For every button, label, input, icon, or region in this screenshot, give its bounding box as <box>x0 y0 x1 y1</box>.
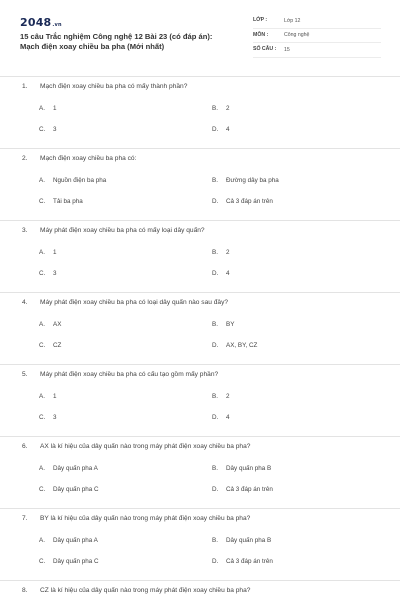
question-item <box>0 508 400 580</box>
option-text: Dây quấn pha B <box>226 465 272 472</box>
option-text: Cả 3 đáp án trên <box>226 198 273 205</box>
document-meta <box>253 14 381 58</box>
question-number: 6. <box>22 443 28 450</box>
option-letter: A. <box>39 321 45 328</box>
question-label: Máy phát điện xoay chiều ba pha có loại dây quấn nào sau đây? <box>40 299 229 306</box>
option-a[interactable] <box>39 321 61 328</box>
question-text <box>22 227 205 234</box>
question-text <box>22 371 218 378</box>
option-text: Dây quấn pha A <box>53 537 98 544</box>
question-text <box>22 155 136 162</box>
option-c[interactable] <box>39 414 57 421</box>
meta-label: SỐ CÂU : <box>253 46 277 52</box>
option-text: CZ <box>53 342 62 349</box>
option-b[interactable] <box>212 465 271 472</box>
question-text <box>22 515 250 522</box>
option-a[interactable] <box>39 537 98 544</box>
option-letter: D. <box>212 198 219 205</box>
option-letter: A. <box>39 537 45 544</box>
option-text: Dây quấn pha C <box>53 558 99 565</box>
option-text: 4 <box>226 126 230 133</box>
option-d[interactable] <box>212 270 230 277</box>
option-b[interactable] <box>212 393 230 400</box>
option-d[interactable] <box>212 486 273 493</box>
option-letter: A. <box>39 105 45 112</box>
option-c[interactable] <box>39 558 99 565</box>
option-a[interactable] <box>39 249 57 256</box>
question-text <box>22 83 187 90</box>
option-c[interactable] <box>39 486 99 493</box>
option-letter: C. <box>39 126 46 133</box>
meta-row-subject <box>253 29 381 44</box>
option-text: Đường dây ba pha <box>226 177 279 184</box>
option-text: Nguồn điện ba pha <box>53 177 107 184</box>
option-letter: A. <box>39 465 45 472</box>
question-label: AX là kí hiệu của dây quấn nào trong máy phát điện xoay chiều ba pha? <box>40 443 251 450</box>
option-letter: B. <box>212 465 218 472</box>
option-b[interactable] <box>212 177 279 184</box>
option-letter: D. <box>212 414 219 421</box>
option-letter: D. <box>212 558 219 565</box>
question-item <box>0 292 400 364</box>
option-d[interactable] <box>212 558 273 565</box>
option-letter: B. <box>212 105 218 112</box>
site-logo[interactable] <box>20 16 62 29</box>
option-letter: B. <box>212 537 218 544</box>
option-letter: D. <box>212 270 219 277</box>
option-letter: B. <box>212 177 218 184</box>
option-letter: C. <box>39 486 46 493</box>
meta-value: Lớp 12 <box>284 17 301 24</box>
option-text: 4 <box>226 270 230 277</box>
option-d[interactable] <box>212 414 230 421</box>
option-text: 1 <box>53 393 57 400</box>
document-title <box>20 32 235 52</box>
option-letter: B. <box>212 321 218 328</box>
option-d[interactable] <box>212 198 273 205</box>
question-text <box>22 587 250 594</box>
option-text: 2 <box>226 393 230 400</box>
option-text: 2 <box>226 249 230 256</box>
option-text: 4 <box>226 414 230 421</box>
logo-domain: .vn <box>52 22 62 28</box>
option-b[interactable] <box>212 249 230 256</box>
question-text <box>22 299 228 306</box>
option-letter: C. <box>39 558 46 565</box>
question-item <box>0 148 400 220</box>
question-label: Mạch điện xoay chiều ba pha có mấy thành phần? <box>40 83 188 90</box>
option-c[interactable] <box>39 198 83 205</box>
question-item <box>0 364 400 436</box>
meta-row-count <box>253 43 381 58</box>
question-item <box>0 436 400 508</box>
question-number: 3. <box>22 227 28 234</box>
option-letter: D. <box>212 486 219 493</box>
question-text <box>22 443 250 450</box>
question-label: Máy phát điện xoay chiều ba pha có mấy loại dây quấn? <box>40 227 205 234</box>
logo-text: 2048 <box>20 16 52 29</box>
option-text: Cả 3 đáp án trên <box>226 558 273 565</box>
question-number: 4. <box>22 299 28 306</box>
option-text: 2 <box>226 105 230 112</box>
option-a[interactable] <box>39 393 57 400</box>
option-c[interactable] <box>39 270 57 277</box>
option-letter: A. <box>39 393 45 400</box>
option-letter: C. <box>39 342 46 349</box>
option-letter: D. <box>212 342 219 349</box>
option-b[interactable] <box>212 321 234 328</box>
option-text: Dây quấn pha B <box>226 537 272 544</box>
option-d[interactable] <box>212 342 257 349</box>
question-list <box>0 76 400 600</box>
question-number: 7. <box>22 515 28 522</box>
option-letter: D. <box>212 126 219 133</box>
question-label: CZ là kí hiệu của dây quấn nào trong máy phát điện xoay chiều ba pha? <box>40 587 251 594</box>
option-letter: A. <box>39 177 45 184</box>
option-text: 1 <box>53 249 57 256</box>
option-a[interactable] <box>39 105 57 112</box>
option-letter: C. <box>39 198 46 205</box>
meta-row-grade <box>253 14 381 29</box>
meta-value: 15 <box>284 46 290 53</box>
option-text: BY <box>226 321 235 328</box>
option-letter: C. <box>39 414 46 421</box>
question-number: 5. <box>22 371 28 378</box>
meta-value: Công nghệ <box>284 32 310 38</box>
option-c[interactable] <box>39 342 61 349</box>
option-text: Dây quấn pha A <box>53 465 98 472</box>
question-number: 8. <box>22 587 28 594</box>
meta-label: LỚP : <box>253 17 268 23</box>
option-text: AX <box>53 321 62 328</box>
question-item <box>0 220 400 292</box>
option-a[interactable] <box>39 465 98 472</box>
option-text: Cả 3 đáp án trên <box>226 486 273 493</box>
title-line-2: Mạch điện xoay chiều ba pha (Mới nhất) <box>20 42 165 51</box>
question-label: BY là kí hiệu của dây quấn nào trong máy phát điện xoay chiều ba pha? <box>40 515 251 522</box>
meta-label: MÔN : <box>253 31 269 38</box>
option-c[interactable] <box>39 126 57 133</box>
option-text: 3 <box>53 126 57 133</box>
option-text: 3 <box>53 270 57 277</box>
option-letter: A. <box>39 249 45 256</box>
question-number: 2. <box>22 155 28 162</box>
title-line-1: 15 câu Trắc nghiệm Công nghệ 12 Bài 23 (có đáp án): <box>20 32 213 41</box>
option-a[interactable] <box>39 177 106 184</box>
question-item <box>0 76 400 148</box>
option-letter: C. <box>39 270 46 277</box>
question-number: 1. <box>22 83 28 90</box>
option-b[interactable] <box>212 105 230 112</box>
option-text: Tải ba pha <box>53 198 83 205</box>
option-letter: B. <box>212 249 218 256</box>
document-header <box>0 0 400 78</box>
option-text: AX, BY, CZ <box>226 342 258 349</box>
question-label: Máy phát điện xoay chiều ba pha có cấu tạo gồm mấy phần? <box>40 371 219 378</box>
option-d[interactable] <box>212 126 230 133</box>
question-label: Mạch điện xoay chiều ba pha có: <box>40 155 137 162</box>
option-text: 1 <box>53 105 57 112</box>
option-letter: B. <box>212 393 218 400</box>
option-b[interactable] <box>212 537 271 544</box>
question-item <box>0 580 400 600</box>
option-text: 3 <box>53 414 57 421</box>
option-text: Dây quấn pha C <box>53 486 99 493</box>
